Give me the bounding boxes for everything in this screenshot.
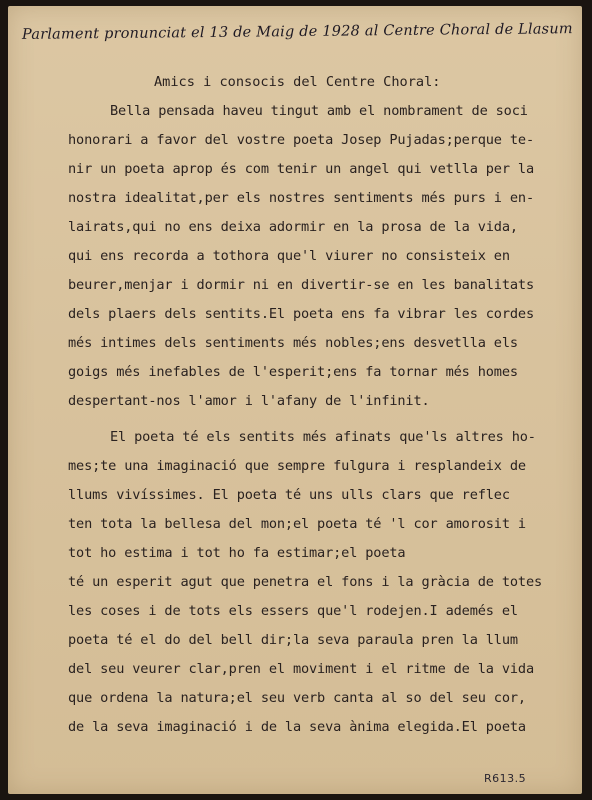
text-line: dels plaers dels sentits.El poeta ens fa vibrar les cordes [68, 306, 534, 322]
salutation: Amics i consocis del Centre Choral: [154, 74, 441, 90]
text-line: que ordena la natura;el seu verb canta al so del seu cor, [68, 690, 526, 706]
text-line: les coses i de tots els essers que'l rodejen.I ademés el [68, 603, 518, 619]
text-line: nir un poeta aprop és com tenir un angel qui vetlla per la [68, 161, 534, 177]
text-line: goigs més inefables de l'esperit;ens fa tornar més homes [68, 364, 518, 380]
text-line: del seu veurer clar,pren el moviment i el ritme de la vida [68, 661, 534, 677]
text-line: tot ho estima i tot ho fa estimar;el poeta [68, 545, 406, 561]
text-line: més intimes dels sentiments més nobles;ens desvetlla els [68, 335, 518, 351]
text-line: El poeta té els sentits més afinats que'ls altres ho- [110, 429, 536, 445]
text-line: lairats,qui no ens deixa adormir en la prosa de la vida, [68, 219, 518, 235]
text-line: beurer,menjar i dormir ni en divertir-se en les banalitats [68, 277, 534, 293]
text-line: ten tota la bellesa del mon;el poeta té 'l cor amorosit i [68, 516, 526, 532]
text-line: de la seva imaginació i de la seva ànima elegida.El poeta [68, 719, 526, 735]
document-page [8, 6, 582, 794]
archive-stamp: R613.5 [484, 772, 527, 785]
text-line: llums vivíssimes. El poeta té uns ulls clars que reflec [68, 487, 510, 503]
text-line: poeta té el do del bell dir;la seva paraula pren la llum [68, 632, 518, 648]
text-line: qui ens recorda a tothora que'l viurer no consisteix en [68, 248, 510, 264]
text-line: Bella pensada haveu tingut amb el nombrament de soci [110, 103, 528, 119]
text-line: mes;te una imaginació que sempre fulgura i resplandeix de [68, 458, 526, 474]
text-line: despertant-nos l'amor i l'afany de l'infinit. [68, 393, 430, 409]
text-line: té un esperit agut que penetra el fons i la gràcia de totes [68, 574, 543, 590]
handwritten-title: Parlament pronunciat el 13 de Maig de 1928 al Centre Choral de Llasum [21, 21, 573, 43]
text-line: honorari a favor del vostre poeta Josep Pujadas;perque te- [68, 132, 534, 148]
text-line: nostra idealitat,per els nostres sentiments més purs i en- [68, 190, 534, 206]
